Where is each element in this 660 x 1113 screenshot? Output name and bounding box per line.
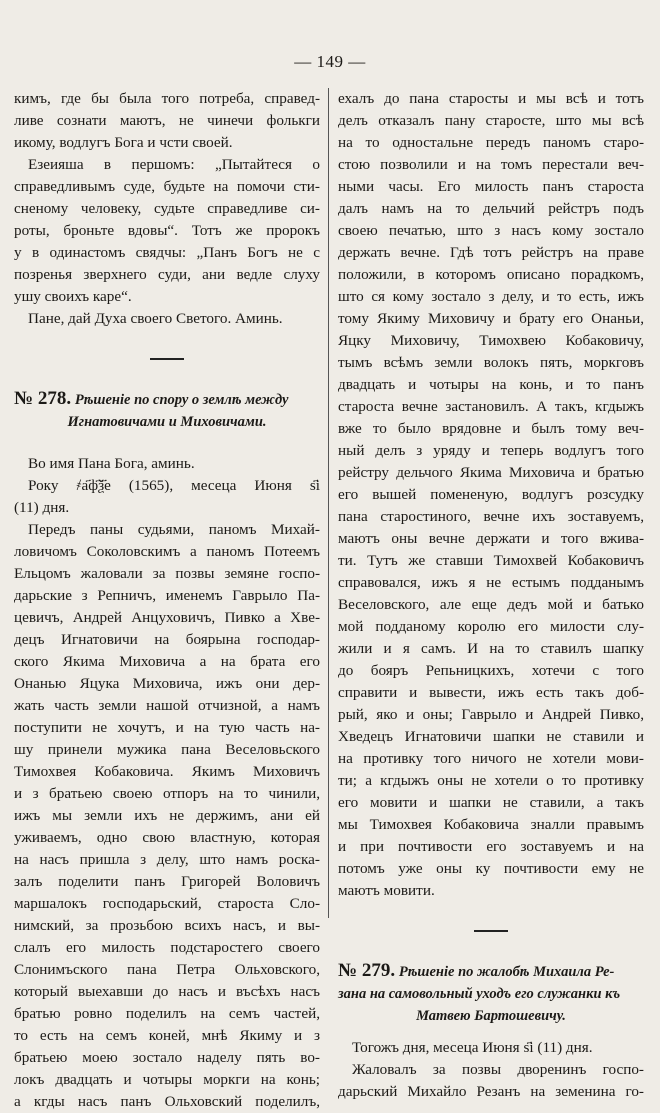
text-line: вже то было врядовне и былъ тому веч-: [338, 420, 644, 437]
text-line: ушу своихъ каре“.: [14, 288, 132, 305]
date-line: (11) дня.: [14, 499, 70, 516]
text-line: ского Якима Миховича а на брата его: [14, 653, 320, 670]
text-line: держать вечне. Гдѣ тотъ рейстръ на праве: [338, 244, 644, 261]
document-heading-279: [338, 960, 644, 1027]
text-line: и з братьею своею отпоръ на то чинили,: [14, 785, 320, 802]
text-line: на насъ пришла з делу, што намъ роска-: [14, 851, 320, 868]
text-line: его мовити и шапки не ставили, а такъ: [338, 794, 644, 811]
text-line: дарьский Михайло Резанъ на земенина го-: [338, 1083, 644, 1100]
text-line: маршалокъ господарьский, староста Сло-: [14, 895, 320, 912]
text-line: жать часть земли нашой отчизной, а намъ: [14, 697, 320, 714]
text-line: двадцать и чотыры на конь, и то панъ: [338, 376, 644, 393]
document-number: № 279.: [338, 960, 396, 981]
text-line: нимский, за прозьбою всихъ насъ, и вы-: [14, 917, 320, 934]
text-line: ехалъ до пана старосты и мы всѣ и тотъ: [338, 90, 644, 107]
heading-line: [338, 960, 644, 983]
text-line: тымъ всѣмъ земли волокъ пять, моркговъ: [338, 354, 644, 371]
text-line: маютъ оны вечне держати и того вжива-: [338, 530, 644, 547]
text-line: сненому человеку, судьте справедливе си-: [14, 200, 320, 217]
text-line: Веселовского, але еще дедъ мой и батько: [338, 596, 644, 613]
heading-line: [14, 388, 320, 411]
text-line: Хведецъ Игнатовичи шапки не ставили и: [338, 728, 644, 745]
text-line: икому, водлугъ Бога и чсти своей.: [14, 134, 233, 151]
text-line: мой подданому королю его милости слу-: [338, 618, 644, 635]
text-line: ижъ мы земли ихъ не держимъ, ани ей: [14, 807, 320, 824]
text-line: Передъ паны судьями, паномъ Михай-: [28, 521, 320, 538]
text-line: староста вечне застановилъ. А такъ, кгдыжъ: [338, 398, 644, 415]
text-line: рый, яко и оны; Гаврыло и Андрей Пивко,: [338, 706, 644, 723]
invocation: Во имя Пана Бога, аминь.: [28, 455, 195, 472]
column-divider: [328, 88, 329, 918]
text-line: ловичомъ Соколовскимъ а паномъ Потеемъ: [14, 543, 320, 560]
text-line: роты, броньте вдовы“. Тотъ же пророкъ: [14, 222, 320, 239]
text-line: уживаемъ, одно свою властную, которая: [14, 829, 320, 846]
text-line: далъ намъ на то дельчий рейстръ подъ: [338, 200, 644, 217]
text-line: своею печатью, што з насъ кому зостало: [338, 222, 644, 239]
text-line: дарьские з Репничъ, именемъ Гаврыло Па-: [14, 587, 320, 604]
text-line: до бояръ Репьницкихъ, хотечи с того: [338, 662, 644, 679]
text-line: жили и я самъ. И на то ставилъ шапку: [338, 640, 644, 657]
text-line: стою позволили и на томъ перестали веч-: [338, 156, 644, 173]
document-title: Рѣшеніе по спору о землѣ между: [74, 392, 289, 408]
text-line: Тимохвея Кобаковича. Якимъ Миховичъ: [14, 763, 320, 780]
text-line: а кгды насъ панъ Ольховский поделилъ,: [14, 1093, 320, 1110]
text-line: Жаловалъ за позвы дворенинъ госпо-: [352, 1061, 644, 1078]
document-title: зана на самовольный уходъ его служанки къ: [338, 986, 621, 1002]
text-line: на противку того ничого не хотели мови-: [338, 750, 644, 767]
text-line: цевичъ, Андрей Анцуховичъ, Пивко а Хве-: [14, 609, 320, 626]
text-line: ливе сознати маютъ, не чинечи фолькги: [14, 112, 320, 129]
heading-line: [338, 983, 644, 1005]
text-line: ный делъ з уряду и теперь водлугъ того: [338, 442, 644, 459]
heading-line: [14, 411, 320, 433]
text-line: положили, в которомъ описано порадкомъ,: [338, 266, 644, 283]
text-line: потомъ уже оны ку почтивости ему не: [338, 860, 644, 877]
text-line: поступити не хочутъ, и на тую часть на-: [14, 719, 320, 736]
document-title: Рѣшеніе по жалобѣ Михаила Ре-: [398, 964, 615, 980]
date-line: Тогожъ дня, месеца Июня ѕ҃і (11) дня.: [352, 1039, 593, 1056]
left-column: [14, 88, 320, 1113]
text-line: Езеияша в першомъ: „Пытайтеся о: [28, 156, 320, 173]
text-line: Ельцомъ жаловали за позвы земяне госпо-: [14, 565, 320, 582]
text-line: рейстру дельчого Якима Миховича и братью: [338, 464, 644, 481]
text-line: шу принели мужика пана Веселовьского: [14, 741, 320, 758]
text-line: ными часы. Его милость панъ староста: [338, 178, 644, 195]
document-number: № 278.: [14, 388, 72, 409]
date-line: Року ҂а҃ф҃ѯ҃е (1565), месеца Июня ѕ҃і: [28, 477, 320, 494]
document-heading-278: [14, 388, 320, 433]
text-line: его вышей помененую, водлугъ розсудку: [338, 486, 644, 503]
text-line: то есть на семъ коней, мнѣ Якиму и з: [14, 1027, 320, 1044]
document-title: Матвею Бартошевичу.: [416, 1008, 566, 1024]
text-line: децъ Игнатовичи на боярына господар-: [14, 631, 320, 648]
text-line: на то одностальне передъ паномъ старо-: [338, 134, 644, 151]
text-line: ти. Тутъ же ставши Тимохвей Кобаковичъ: [338, 552, 644, 569]
text-line: братьею моею зостало наделу пять во-: [14, 1049, 320, 1066]
text-line: Пане, дай Духа своего Светого. Аминь.: [28, 310, 283, 327]
text-line: справити и вывести, ижъ есть такъ доб-: [338, 684, 644, 701]
text-line: што ся кому зостало з делу, и то есть, ижъ: [338, 288, 644, 305]
text-line: локъ двадцать и чотыры моркги на конь;: [14, 1071, 320, 1088]
text-line: позренья зверхнего суди, ани ведле слуху: [14, 266, 320, 283]
text-line: справовался, ижъ я не естымъ подданымъ: [338, 574, 644, 591]
right-column: [338, 88, 644, 1103]
text-line: пана старостиного, вечне ихъ зоставуемъ,: [338, 508, 644, 525]
text-line: Слонимъского пана Петра Ольховского,: [14, 961, 320, 978]
text-line: делъ отказалъ пану старосте, што мы всѣ: [338, 112, 644, 129]
text-line: Онанью Яцука Миховича, ижъ они дер-: [14, 675, 320, 692]
text-line: слалъ его милость подстаростего своего: [14, 939, 320, 956]
text-line: маютъ мовити.: [338, 882, 435, 899]
text-line: справедливымъ суде, будьте на помочи сти-: [14, 178, 320, 195]
document-title: Игнатовичами и Миховичами.: [67, 414, 267, 430]
text-line: тому Якиму Миховичу и брату его Онаньи,: [338, 310, 644, 327]
text-line: залъ поделити панъ Григорей Воловичъ: [14, 873, 320, 890]
text-line: который выехавши до насъ и въсѣхъ насъ: [14, 983, 320, 1000]
text-line: братью ровно поделилъ на семъ частей,: [14, 1005, 320, 1022]
text-line: ти; а кгдыжъ оны не хотели о то противку: [338, 772, 644, 789]
text-line: и при почтивости его зоставуемъ и на: [338, 838, 644, 855]
text-line: мы Тимохвея Кобаковича зналли правымъ: [338, 816, 644, 833]
text-line: Яцку Миховичу, Тимохвею Кобаковичу,: [338, 332, 644, 349]
text-line: у в одинастомъ свядчы: „Панъ Богъ не с: [14, 244, 320, 261]
page-number: — 149 —: [294, 52, 366, 71]
text-line: кимъ, где бы была того потреба, справед-: [14, 90, 320, 107]
